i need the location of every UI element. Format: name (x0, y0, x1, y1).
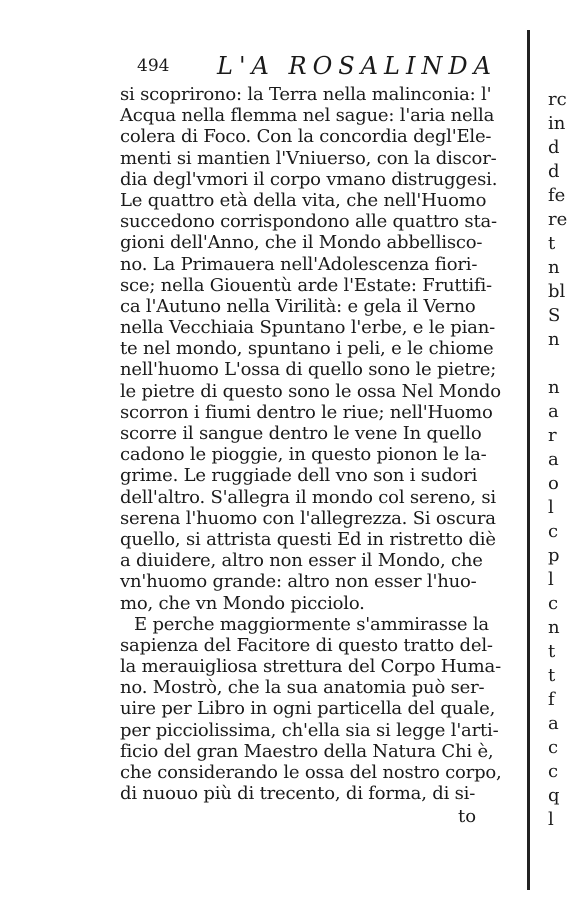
facing-page-letter: c (548, 761, 559, 782)
text-line: nella Vecchiaia Spuntano l'erbe, e le pian- (120, 317, 495, 339)
facing-page-letter: n (548, 377, 560, 398)
facing-page-letter: re (548, 209, 568, 230)
text-line: colera di Foco. Con la concordia degl'Ele- (120, 126, 492, 148)
text-line: le pietre di questo sono le ossa Nel Mondo (120, 380, 501, 402)
text-line: la merauigliosa strettura del Corpo Huma- (120, 656, 501, 678)
text-line: Acqua nella flemma nel sague: l'aria nella (120, 105, 495, 127)
facing-page-letter: t (548, 233, 556, 254)
text-line: dia degl'vmori il corpo vmano distruggesi. (120, 168, 498, 190)
facing-page-letter: t (548, 665, 556, 686)
facing-page-letter: c (548, 737, 559, 758)
facing-page-letter: S (548, 305, 561, 326)
page-header (137, 52, 507, 86)
facing-page-letter: bl (548, 281, 566, 302)
text-line: E perche maggiormente s'ammirasse la (134, 613, 489, 635)
text-line: serena l'huomo con l'allegrezza. Si oscura (120, 507, 496, 529)
text-line: grime. Le ruggiade dell vno son i sudori (120, 465, 478, 487)
facing-page-letter: o (548, 473, 559, 494)
body-text (120, 84, 520, 804)
text-line: succedono corrispondono alle quattro sta- (120, 211, 497, 233)
text-line: uire per Libro in ogni particella del quale, (120, 698, 496, 720)
facing-page-letter: a (548, 449, 559, 470)
text-line: te nel mondo, spuntano i peli, e le chiome (120, 338, 494, 360)
facing-page-letter: a (548, 713, 559, 734)
facing-page-letter: a (548, 401, 559, 422)
text-line: quello, si attrista questi Ed in ristretto diè (120, 528, 496, 550)
text-line: scorre il sangue dentro le vene In quello (120, 423, 482, 444)
facing-page-letter: p (548, 545, 560, 566)
text-line: menti si mantien l'Vniuerso, con la discor- (120, 147, 497, 169)
text-line: sce; nella Giouentù arde l'Estate: Fruttifi- (120, 274, 492, 296)
facing-page-letter: c (548, 521, 559, 542)
text-line: ficio del gran Maestro della Natura Chi è, (120, 740, 494, 762)
text-line: scorron i fiumi dentro le riue; nell'Huomo (120, 401, 493, 423)
facing-page-letter: l (548, 809, 554, 830)
text-line: Le quattro età della vita, che nell'Huomo (120, 189, 487, 211)
facing-page-letter: r (548, 425, 557, 446)
text-line: vn'huomo grande: altro non esser l'huo- (120, 571, 477, 593)
text-line: per picciolissima, ch'ella sia si legge l'arti- (120, 719, 499, 741)
facing-page-letter: l (548, 497, 554, 518)
running-title: L'A ROSALINDA (217, 52, 498, 80)
facing-page-letter: n (548, 257, 560, 278)
facing-page-letter: f (548, 689, 555, 710)
text-line: si scoprirono: la Terra nella malinconia: l' (120, 84, 492, 105)
facing-page-letter: c (548, 593, 559, 614)
text-line: mo, che vn Mondo picciolo. (120, 592, 365, 614)
facing-page-letter: in (548, 113, 566, 134)
text-line: sapienza del Facitore di questo tratto del- (120, 634, 493, 656)
facing-page-letter: d (548, 161, 560, 182)
facing-page-letter: n (548, 617, 560, 638)
gutter-edge (527, 30, 530, 890)
text-line: dell'altro. S'allegra il mondo col sereno, si (120, 486, 496, 508)
facing-page-letter: rc (548, 90, 567, 110)
facing-page-letter: n (548, 329, 560, 350)
text-line: no. Mostrò, che la sua anatomia può ser- (120, 677, 485, 699)
text-line: di nuouo più di trecento, di forma, di si- (120, 783, 476, 805)
facing-page-letter: d (548, 137, 560, 158)
text-line: cadono le pioggie, in questo pionon le la- (120, 444, 487, 466)
text-line: gioni dell'Anno, che il Mondo abbellisco- (120, 232, 483, 254)
catchword: to (458, 806, 477, 827)
text-line: a diuidere, altro non esser il Mondo, che (120, 550, 483, 572)
facing-page-fragment (548, 90, 573, 850)
page-number: 494 (137, 56, 170, 76)
text-line: che considerando le ossa del nostro corpo, (120, 762, 502, 783)
facing-page-letter: fe (548, 185, 566, 206)
text-line: ca l'Autuno nella Virilità: e gela il Verno (120, 295, 476, 317)
text-line: no. La Primauera nell'Adolescenza fiori- (120, 253, 478, 275)
facing-page-letter: l (548, 569, 554, 590)
facing-page-letter: t (548, 641, 556, 662)
facing-page-letter: q (548, 785, 560, 806)
text-line: nell'huomo L'ossa di quello sono le pietre; (120, 359, 497, 381)
